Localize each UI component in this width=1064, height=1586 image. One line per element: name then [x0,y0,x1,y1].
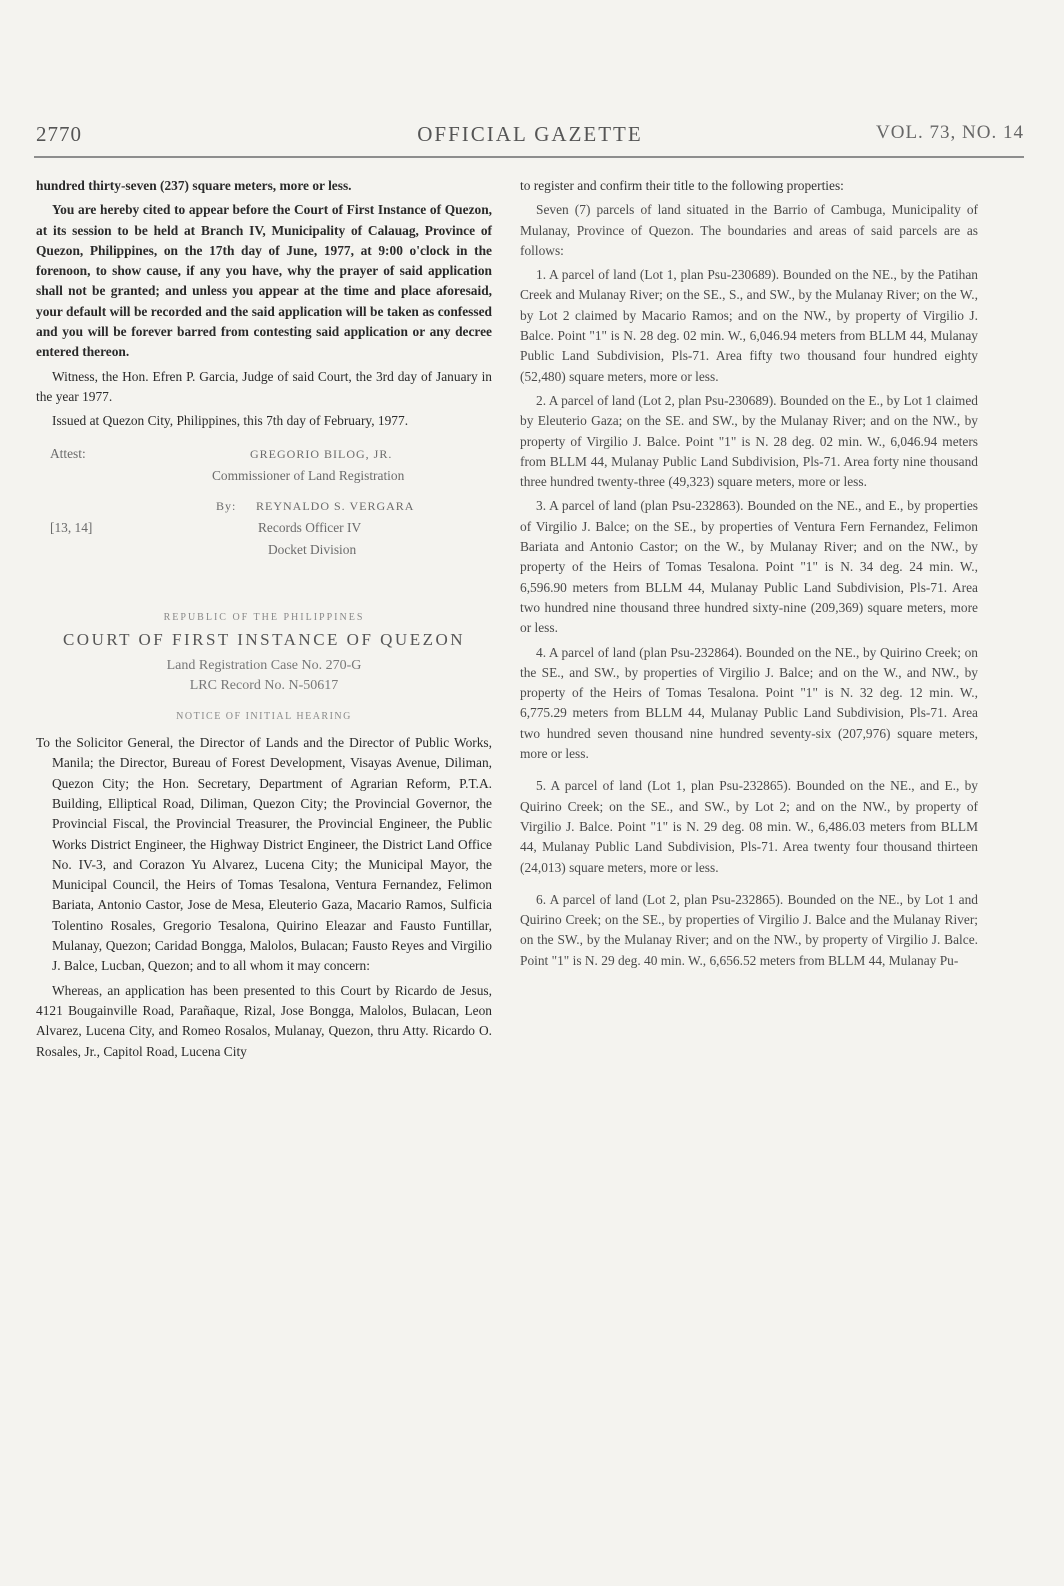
parcel-5: 5. A parcel of land (Lot 1, plan Psu-232865). Bounded on the NE., and E., by Quirino Creek; on the SE., and SW., by Lot 2; and on the NW., by property of Virgilio J. Balce. Point "1" is N. 29 deg. 08 min. W., 6,486.03 meters from BLLM 44, Mulanay Public Land Subdivision, Pls-71. Area twenty four thousand thirteen (24,013) square meters, more or less. [520,778,978,875]
whereas-paragraph: Whereas, an application has been presented to this Court by Ricardo de Jesus, 4121 Bougainville Road, Parañaque, Rizal, Jose Bongga, Malolos, Bulacan, Leon Alvarez, Lucena City, and Romeo Rosalos, Mulanay, Quezon, thru Atty. Ricardo O. Rosales, Jr., Capitol Road, Lucena City [36,982,492,1059]
notice-title: NOTICE OF INITIAL HEARING [176,710,352,722]
signature-block [36,440,492,564]
addressees-paragraph: To the Solicitor General, the Director of Lands and the Director of Public Works, Manila; the Director, Bureau of Forest Development, Visayas Avenue, Diliman, Quezon City; the Hon. Secretary, Department of Agrarian Reform, P.T.A. Building, Elliptical Road, Diliman, Quezon City; the Provincial Governor, the Provincial Fiscal, the Provincial Treasurer, the Provincial Engineer, the Public Works District Engineer, the Highway District Engineer, the District Land Office No. IV-3, and Corazon Yu Alvarez, Lucena City; the Municipal Mayor, the Municipal Council, the Heirs of Tomas Tesalona, Ventura Fernandez, Felimon Bariata, Antonio Castor, Jose de Mesa, Eleuterio Gaza, Macario Ramos, Sulficia Tolentino Rosales, Gregorio Tesalona, Quirino Eleazar and Fausto Funtillar, Mulanay, Quezon; Caridad Bongga, Malolos, Bulacan; Fausto Reyes and Virgilio J. Balce, Lucban, Quezon; and to all whom it may concern: [36,735,492,974]
parcel-1: 1. A parcel of land (Lot 1, plan Psu-230689). Bounded on the NE., by the Patihan Creek and Mulanay River; on the SE., S., and SW., by the Mulanay River; on the W., by Lot 2 claimed by Macario Ramos; and on the NW., by property of Virgilio J. Balce. Point "1" is N. 28 deg. 02 min. W., 6,046.94 meters from BLLM 44, Mulanay Public Land Subdivision, Pls-71. Area fifty two thousand four hundred eighty (52,480) square meters, more or less. [520,267,978,384]
republic-heading: REPUBLIC OF THE PHILIPPINES [163,611,365,623]
header-rule [34,156,1024,158]
signatory-title-3: Docket Division [268,541,357,557]
parcel-2: 2. A parcel of land (Lot 2, plan Psu-230689). Bounded on the E., by Lot 1 claimed by Eleuterio Gaza; on the SE. and SW., by the Mulanay River; and on the NW., by property of Virgilio J. Balce. Point "1" is N. 28 deg. 02 min. W., 6,046.94 meters from BLLM 44, Mulanay Public Land Subdivision, Pls-71. Area forty nine thousand three hundred twenty-three (49,323) square meters, more or less. [520,392,978,490]
right-column [520,176,978,971]
case-number: Land Registration Case No. 270-G [166,658,362,674]
left-column [36,176,492,1062]
issue-reference: [13, 14] [50,519,93,535]
by-label: By: [216,498,237,513]
lrc-record-number: LRC Record No. N-50617 [189,678,339,694]
page-number: 2770 [36,122,82,146]
left-paragraph-3: Witness, the Hon. Efren P. Garcia, Judge of said Court, the 3rd day of January in the year 1977. [36,368,492,404]
signatory-title-2: Records Officer IV [258,519,362,535]
right-paragraph-2: Seven (7) parcels of land situated in the Barrio of Cambuga, Municipality of Mulanay, Province of Quezon. The boundaries and areas of said parcels are as follows: [520,202,978,258]
attest-label: Attest: [50,445,86,461]
left-paragraph-1: hundred thirty-seven (237) square meters, more or less. [36,178,352,193]
left-paragraph-4: Issued at Quezon City, Philippines, this 7th day of February, 1977. [52,413,409,429]
court-heading: COURT OF FIRST INSTANCE OF QUEZON [62,629,466,649]
signatory-name-2: REYNALDO S. VERGARA [256,498,415,513]
parcel-3: 3. A parcel of land (plan Psu-232863). Bounded on the NE., and E., by properties of Virgilio J. Balce; on the SE., by properties of Ventura Fern Fernandez, Felimon Bariata and Antonio Castor; on the W., by Mulanay River; and on the NW., by property of the Heirs of Tomas Tesalona. Point "1" is N. 34 deg. 24 min. W., 6,596.90 meters from BLLM 44, Mulanay Public Land Subdivision, Pls-71. Area two hundred nine thousand three hundred sixty-nine (209,369) square meters, more or less. [520,498,978,636]
parcel-4: 4. A parcel of land (plan Psu-232864). Bounded on the NE., by Quirino Creek; on the SE., and SW., by properties of Virgilio J. Balce; and on the W., and NW., by property of the Heirs of Tomas Tesalona. Point "1" is N. 32 deg. 12 min. W., 6,775.29 meters from BLLM 44, Mulanay Public Land Subdivision, Pls-71. Area two hundred seven thousand nine hundred seventy-six (207,976) square meters, more or less. [520,644,978,762]
signatory-name-1: GREGORIO BILOG, JR. [250,446,393,461]
page-header [36,112,1024,152]
right-paragraph-1: to register and confirm their title to the following properties: [520,178,844,193]
publication-title: OFFICIAL GAZETTE [417,122,643,146]
left-paragraph-2: You are hereby cited to appear before the Court of First Instance of Quezon, at its session to be held at Branch IV, Municipality of Calauag, Province of Quezon, Philippines, on the 17th day of June, 1977, at 9:00 o'clock in the forenoon, to show cause, if any you have, why the prayer of said application shall not be granted; and unless you appear at the time and place aforesaid, your default will be recorded and the said application will be taken as confessed and you will be forever barred from contesting said application or any decree entered thereon. [36,202,492,360]
parcel-6: 6. A parcel of land (Lot 2, plan Psu-232865). Bounded on the NE., by Lot 1 and Quirino Creek; on the SE., by properties of Virgilio J. Balce and the Mulanay River; on the SW., by the Mulanay River; and on the NW., by property of Virgilio J. Balce. Point "1" is N. 29 deg. 40 min. W., 6,656.52 meters from BLLM 44, Mulanay Pu- [520,891,978,968]
signatory-title-1: Commissioner of Land Registration [212,467,405,483]
volume-number: VOL. 73, NO. 14 [876,122,1024,143]
